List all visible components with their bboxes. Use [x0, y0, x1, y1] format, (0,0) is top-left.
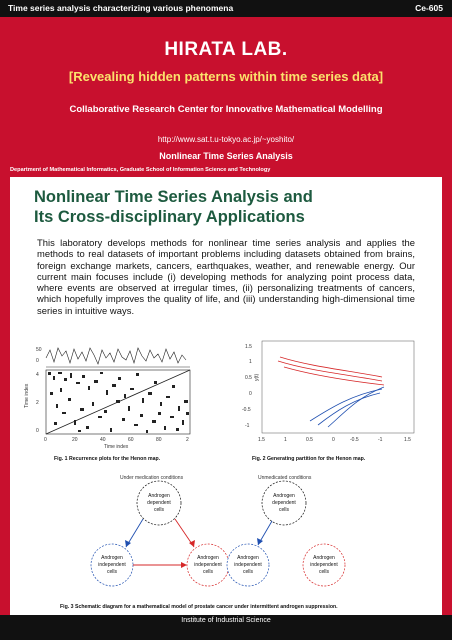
fig2-y-tick: 0.5	[245, 375, 252, 381]
node-label: dependent	[272, 500, 296, 506]
document-code: Ce-605	[415, 3, 443, 13]
fig3-schematic-diagram	[70, 469, 390, 599]
arrowhead	[257, 538, 263, 545]
fig1-x-tick: 0	[44, 437, 47, 443]
fig3-under-medication-label: Under medication conditions	[120, 475, 184, 481]
institute-name: Institute of Industrial Science	[181, 617, 271, 624]
fig2-y-tick: -0.5	[242, 407, 251, 413]
fig3-unmedicated-label: Unmedicated conditions	[258, 475, 312, 481]
arrowhead	[181, 562, 187, 568]
fig2-x-tick: 0	[332, 437, 335, 443]
fig2-y-tick: 1	[249, 359, 252, 365]
department: Department of Mathematical Informatics, Graduate School of Information Science and Technology	[10, 167, 271, 173]
footer	[0, 615, 452, 640]
fig1-x-tick: 80	[156, 437, 162, 443]
header	[0, 17, 452, 177]
fig1-caption: Fig. 1 Recurrence plots for the Henon map.	[54, 456, 161, 462]
fig1-y-tick: 0	[36, 358, 39, 364]
fig1-y-label: Time index	[24, 383, 30, 408]
title-line-2: Its Cross-disciplinary Applications	[34, 208, 305, 226]
title-line-1: Nonlinear Time Series Analysis and	[34, 188, 313, 206]
fig1-x-tick: 40	[100, 437, 106, 443]
tagline: [Revealing hidden patterns within time series data]	[68, 69, 384, 84]
page-title	[34, 187, 313, 227]
fig1-x-label: Time index	[104, 444, 129, 450]
node-label: cells	[318, 569, 330, 575]
node-label: independent	[234, 562, 262, 568]
fig2-y-tick: -1	[245, 423, 250, 429]
series-title: Time series analysis characterizing various phenomena	[8, 3, 234, 13]
top-bar	[0, 0, 452, 17]
node-label: Androgen	[197, 555, 219, 561]
fig3-caption: Fig. 3 Schematic diagram for a mathematical model of prostate cancer under intermittent androgen suppression.	[60, 604, 338, 610]
fig2-y-tick: 1.5	[245, 344, 252, 350]
node-label: independent	[98, 562, 126, 568]
node-label: Androgen	[273, 493, 295, 499]
node-label: cells	[278, 507, 290, 513]
node-label: cells	[153, 507, 165, 513]
node-label: independent	[310, 562, 338, 568]
fig2-x-tick: 1.5	[404, 437, 411, 443]
fig1-x-tick: 60	[128, 437, 134, 443]
node-label: Androgen	[313, 555, 335, 561]
fig1-y-tick: 2	[36, 400, 39, 406]
lab-url-link[interactable]: http://www.sat.t.u-tokyo.ac.jp/~yoshito/	[157, 135, 295, 144]
fig1-x-tick: 20	[72, 437, 78, 443]
fig1-y-tick: 4	[36, 372, 39, 378]
fig1-recurrence-plot	[20, 342, 210, 452]
node-label: cells	[202, 569, 214, 575]
fig2-x-tick: 1.5	[258, 437, 265, 443]
body-text: This laboratory develops methods for nonlinear time series analysis and applies the methods to real datasets of important problems including datasets obtained from brains, foreign exchange markets, cancers, earthquakes, weather, and renewable energy. Our current main focuses include (i) developing methods for analyzing point process data, where events are observed at irregular times, (ii) personalizing treatments of cancers, which hopefully improves the quality of life, and (iii) understanding high-dimensional time series in intuitive ways.	[37, 237, 415, 316]
fig2-x-tick: -1	[378, 437, 383, 443]
fig2-x-tick: -0.5	[350, 437, 359, 443]
fig2-y-label: y(t)	[254, 373, 260, 381]
fig1-y-tick: 50	[36, 347, 42, 353]
fig2-plot-area	[262, 341, 414, 433]
node-label: Androgen	[237, 555, 259, 561]
fig3-left-diagram	[91, 481, 229, 586]
subject: Nonlinear Time Series Analysis	[159, 151, 293, 161]
lab-name: HIRATA LAB.	[164, 39, 288, 60]
node-label: cells	[106, 569, 118, 575]
node-label: cells	[242, 569, 254, 575]
fig1-x-tick: 2	[186, 437, 189, 443]
research-center: Collaborative Research Center for Innovative Mathematical Modelling	[69, 104, 383, 115]
node-label: Androgen	[148, 493, 170, 499]
fig2-y-tick: 0	[249, 391, 252, 397]
fig2-x-tick: 0.5	[306, 437, 313, 443]
node-label: independent	[194, 562, 222, 568]
node-label: Androgen	[101, 555, 123, 561]
fig2-generating-partition	[232, 337, 422, 452]
node-label: dependent	[147, 500, 171, 506]
fig2-x-tick: 1	[284, 437, 287, 443]
fig3-right-diagram	[227, 481, 345, 586]
fig2-caption: Fig. 2 Generating partition for the Henon map.	[252, 456, 366, 462]
fig1-y-tick: 0	[36, 428, 39, 434]
fig1-time-series	[46, 348, 186, 364]
content-panel	[10, 177, 442, 615]
